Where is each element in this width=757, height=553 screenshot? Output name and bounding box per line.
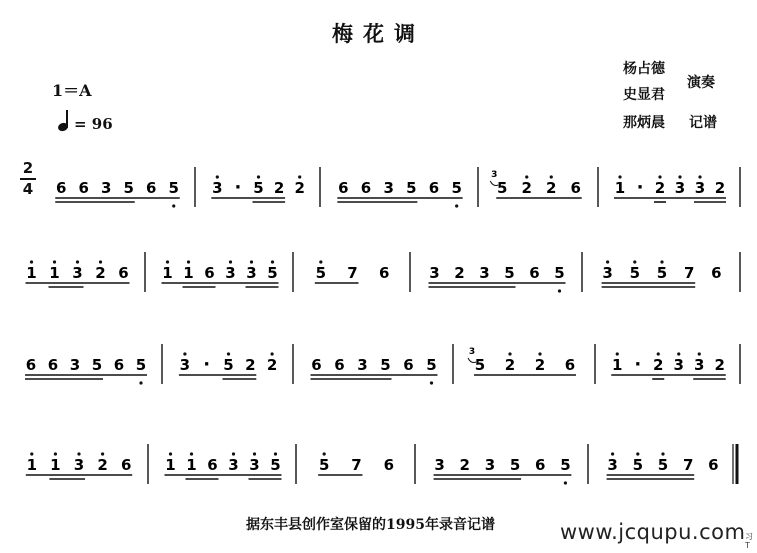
time-signature-top: 2	[22, 159, 34, 177]
note: 6	[334, 356, 345, 374]
octave-up-dot-icon	[271, 352, 274, 355]
octave-up-dot-icon	[227, 352, 230, 355]
octave-up-dot-icon	[660, 260, 663, 263]
note: 5	[315, 264, 327, 282]
note: 6	[120, 456, 132, 474]
note: 3	[694, 179, 706, 197]
note: 1	[183, 264, 194, 282]
note: 6	[204, 264, 215, 282]
note: 2	[294, 179, 305, 197]
note: 6	[113, 356, 125, 374]
note: 2	[266, 356, 278, 374]
octave-up-dot-icon	[698, 175, 701, 178]
note: 2	[546, 179, 557, 197]
note: 3	[673, 356, 684, 374]
grace-note: 3	[491, 170, 498, 180]
octave-up-dot-icon	[99, 260, 102, 263]
note: 3	[479, 264, 490, 282]
octave-up-dot-icon	[508, 352, 511, 355]
note: 3	[69, 356, 81, 374]
note: 5	[267, 264, 278, 282]
note: 5	[91, 356, 103, 374]
note: 5	[223, 356, 234, 374]
note: 5	[270, 456, 281, 474]
note: 3	[694, 356, 705, 374]
note: 2	[714, 356, 725, 374]
note: 5	[123, 179, 134, 197]
note: 5	[629, 264, 641, 282]
octave-up-dot-icon	[101, 452, 104, 455]
note: 2	[273, 179, 285, 197]
octave-down-dot-icon	[172, 204, 175, 207]
note: 3	[383, 179, 394, 197]
dot-extension: ·	[634, 354, 642, 375]
score-title: 梅花调	[332, 22, 425, 46]
note: 5	[426, 356, 437, 374]
octave-up-dot-icon	[618, 175, 621, 178]
note: 5	[509, 456, 521, 474]
note: 5	[474, 356, 486, 374]
note: 6	[78, 179, 89, 197]
dot-extension: ·	[636, 177, 644, 198]
note: 3	[249, 456, 260, 474]
note: 1	[186, 456, 197, 474]
note: 2	[521, 179, 532, 197]
note: 7	[683, 264, 695, 282]
octave-up-dot-icon	[525, 175, 528, 178]
note: 7	[347, 264, 358, 282]
note: 6	[570, 179, 581, 197]
watermark: www.jcqupu.com	[560, 520, 746, 544]
octave-up-dot-icon	[550, 175, 553, 178]
octave-up-dot-icon	[30, 260, 33, 263]
note: 2	[95, 264, 106, 282]
note: 5	[504, 264, 515, 282]
note: 5	[554, 264, 565, 282]
note: 2	[97, 456, 108, 474]
transcriber: 那炳晨	[623, 115, 665, 131]
time-signature-bottom: 4	[22, 180, 34, 198]
note: 3	[357, 356, 368, 374]
tempo-value: = 96	[74, 115, 113, 133]
note: 1	[50, 456, 61, 474]
source-note: 据东丰县创作室保留的1995年录音记谱	[246, 517, 495, 533]
octave-up-dot-icon	[606, 260, 609, 263]
octave-up-dot-icon	[657, 352, 660, 355]
note: 6	[708, 456, 719, 474]
key-signature: 1＝A	[52, 81, 92, 100]
note: 3	[429, 264, 440, 282]
watermark-side: 习T	[745, 532, 753, 550]
note: 7	[351, 456, 362, 474]
note: 5	[657, 456, 669, 474]
note: 3	[607, 456, 618, 474]
note: 2	[714, 179, 726, 197]
octave-up-dot-icon	[698, 352, 701, 355]
note: 3	[179, 356, 191, 374]
note: 2	[454, 264, 465, 282]
note: 5	[253, 179, 264, 197]
note: 6	[535, 456, 546, 474]
note: 6	[360, 179, 372, 197]
note: 6	[47, 356, 59, 374]
octave-up-dot-icon	[678, 175, 681, 178]
note: 6	[428, 179, 440, 197]
note: 3	[73, 456, 85, 474]
note: 5	[497, 179, 508, 197]
octave-down-dot-icon	[564, 481, 567, 484]
note: 6	[311, 356, 322, 374]
note: 6	[529, 264, 540, 282]
note: 3	[228, 456, 239, 474]
note: 5	[451, 179, 462, 197]
octave-up-dot-icon	[636, 452, 639, 455]
note: 3	[434, 456, 445, 474]
octave-down-dot-icon	[430, 381, 433, 384]
octave-up-dot-icon	[271, 260, 274, 263]
note: 2	[653, 356, 664, 374]
note: 5	[406, 179, 417, 197]
octave-up-dot-icon	[633, 260, 636, 263]
octave-up-dot-icon	[187, 260, 190, 263]
note: 2	[534, 356, 546, 374]
note: 1	[26, 456, 38, 474]
note: 6	[207, 456, 218, 474]
octave-up-dot-icon	[166, 260, 169, 263]
octave-down-dot-icon	[455, 204, 458, 207]
note: 7	[682, 456, 694, 474]
octave-up-dot-icon	[257, 175, 260, 178]
octave-up-dot-icon	[216, 175, 219, 178]
note: 6	[25, 356, 37, 374]
octave-up-dot-icon	[616, 352, 619, 355]
octave-up-dot-icon	[30, 452, 33, 455]
note: 3	[72, 264, 83, 282]
note: 5	[318, 456, 330, 474]
octave-up-dot-icon	[323, 452, 326, 455]
octave-up-dot-icon	[250, 260, 253, 263]
note: 1	[162, 264, 173, 282]
octave-up-dot-icon	[253, 452, 256, 455]
performer-1: 杨占德	[623, 61, 665, 77]
octave-up-dot-icon	[229, 260, 232, 263]
octave-up-dot-icon	[54, 452, 57, 455]
dot-extension: ·	[203, 354, 211, 375]
octave-up-dot-icon	[183, 352, 186, 355]
note: 3	[246, 264, 257, 282]
octave-up-dot-icon	[298, 175, 301, 178]
octave-up-dot-icon	[53, 260, 56, 263]
octave-up-dot-icon	[538, 352, 541, 355]
dot-extension: ·	[234, 177, 242, 198]
note: 5	[632, 456, 644, 474]
note: 6	[383, 456, 395, 474]
octave-up-dot-icon	[169, 452, 172, 455]
octave-up-dot-icon	[661, 452, 664, 455]
grace-note: 3	[468, 347, 476, 357]
octave-down-dot-icon	[558, 289, 561, 292]
note: 3	[674, 179, 686, 197]
note: 1	[612, 356, 623, 374]
transcribe-role: 记谱	[689, 115, 717, 131]
octave-up-dot-icon	[319, 260, 322, 263]
note: 2	[459, 456, 470, 474]
note: 3	[225, 264, 236, 282]
note: 2	[245, 356, 256, 374]
octave-up-dot-icon	[77, 452, 80, 455]
note: 6	[403, 356, 414, 374]
perform-role: 演奏	[687, 75, 715, 91]
note: 3	[101, 179, 112, 197]
note: 6	[338, 179, 349, 197]
note: 5	[135, 356, 147, 374]
note: 6	[378, 264, 390, 282]
octave-up-dot-icon	[76, 260, 79, 263]
note: 5	[656, 264, 668, 282]
note: 3	[212, 179, 223, 197]
note: 3	[602, 264, 613, 282]
octave-down-dot-icon	[139, 381, 142, 384]
performer-2: 史显君	[623, 87, 665, 103]
note: 2	[504, 356, 516, 374]
note: 1	[26, 264, 37, 282]
note: 6	[564, 356, 576, 374]
octave-up-dot-icon	[658, 175, 661, 178]
octave-up-dot-icon	[611, 452, 614, 455]
note: 1	[165, 456, 176, 474]
note: 1	[49, 264, 60, 282]
note: 5	[560, 456, 571, 474]
note: 6	[711, 264, 722, 282]
octave-up-dot-icon	[190, 452, 193, 455]
note: 6	[146, 179, 157, 197]
octave-up-dot-icon	[274, 452, 277, 455]
octave-up-dot-icon	[677, 352, 680, 355]
note: 2	[654, 179, 666, 197]
note: 5	[168, 179, 179, 197]
note: 1	[614, 179, 626, 197]
note: 6	[118, 264, 129, 282]
octave-up-dot-icon	[232, 452, 235, 455]
note: 3	[484, 456, 496, 474]
note: 5	[380, 356, 391, 374]
note: 6	[56, 179, 67, 197]
